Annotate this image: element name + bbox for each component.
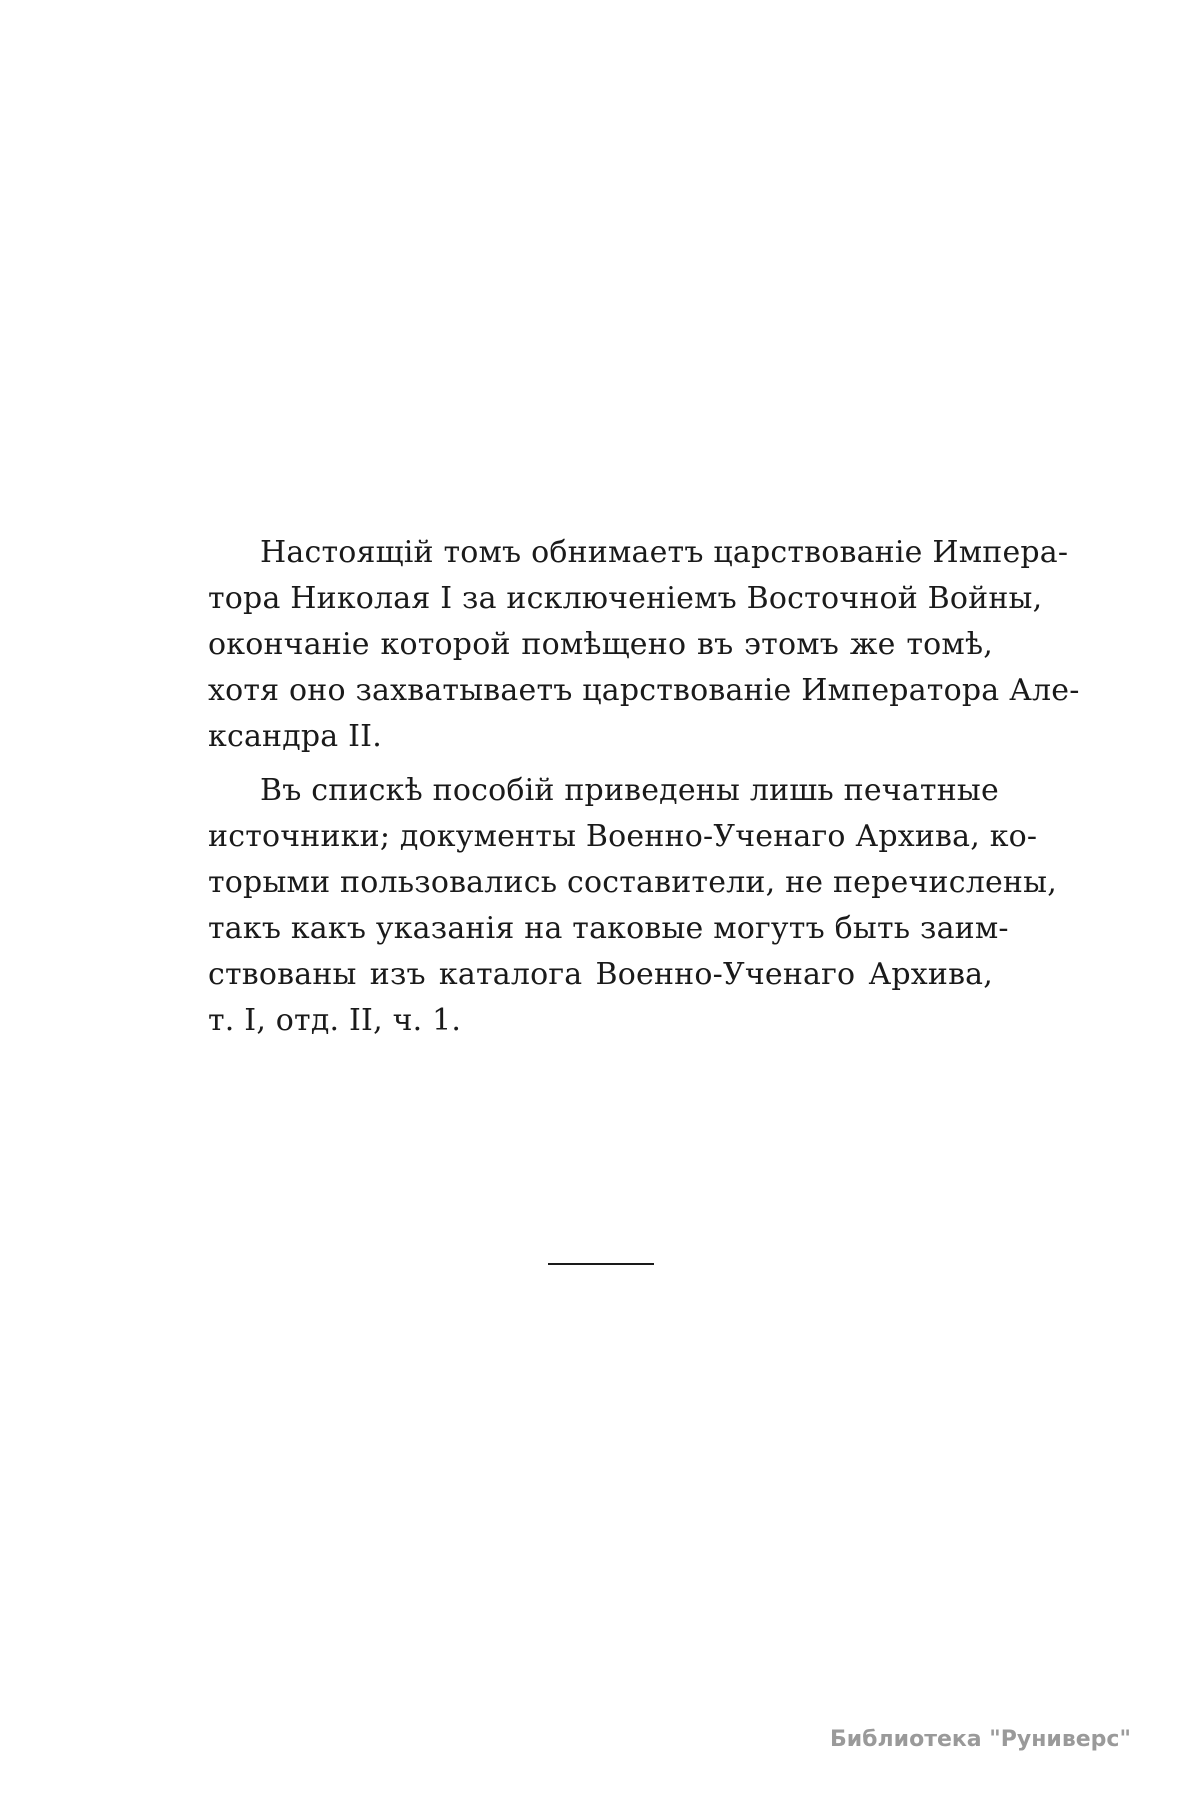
text-line: т. I, отд. II, ч. 1. <box>208 1003 462 1038</box>
text-line: Въ спискѣ пособій приведены лишь печатные <box>260 773 999 808</box>
divider-rule <box>548 1263 654 1265</box>
text-line: торыми пользовались составители, не перечислены, <box>208 865 1057 900</box>
text-line: источники; документы Военно-Ученаго Архива, ко- <box>208 819 1038 854</box>
text-line: хотя оно захватываетъ царствованіе Императора Але- <box>208 673 1080 708</box>
paragraph-1 <box>208 530 1080 760</box>
paragraph-2 <box>208 768 1057 1044</box>
text-line: ствованы изъ каталога Военно-Ученаго Архива, <box>208 957 993 992</box>
library-watermark: Библиотека "Руниверс" <box>830 1727 1131 1752</box>
text-line: такъ какъ указанія на таковые могутъ быть заим- <box>208 911 1009 946</box>
body-text <box>208 530 1080 1044</box>
text-line: тора Николая I за исключеніемъ Восточной Войны, <box>208 581 1043 616</box>
paragraph-gap <box>208 760 993 768</box>
text-line: Настоящій томъ обнимаетъ царствованіе Импера- <box>260 535 1069 570</box>
text-line: окончаніе которой помѣщено въ этомъ же томѣ, <box>208 627 993 662</box>
text-line: ксандра II. <box>208 719 382 754</box>
